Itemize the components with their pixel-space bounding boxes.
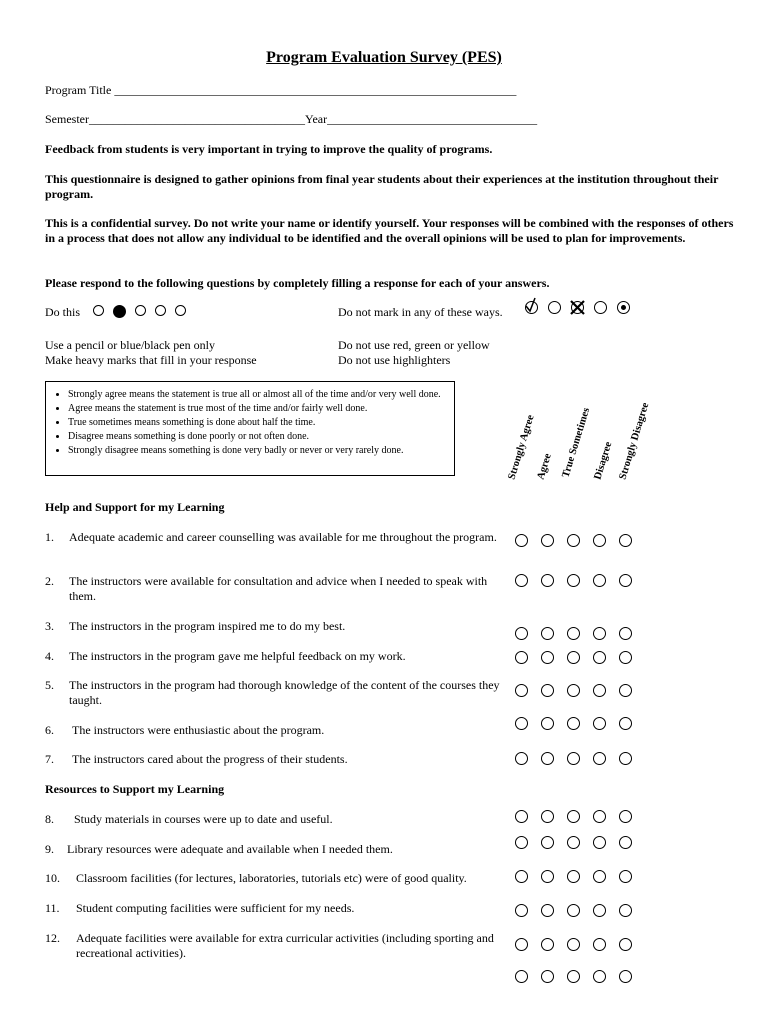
response-strongly-agree[interactable] — [515, 810, 528, 823]
question-number: 9. — [45, 842, 54, 856]
response-bubbles — [515, 870, 632, 883]
question-row — [45, 842, 500, 857]
response-strongly-agree[interactable] — [515, 717, 528, 730]
legend-item: • Strongly agree means the statement is true all or almost all of the time and/or very well done. — [68, 388, 448, 402]
response-disagree[interactable] — [593, 904, 606, 917]
response-strongly-agree[interactable] — [515, 904, 528, 917]
legend-item: • Disagree means something is done poorly or not often done. — [68, 430, 448, 444]
response-strongly-disagree[interactable] — [619, 836, 632, 849]
response-disagree[interactable] — [593, 627, 606, 640]
intro-paragraph-1: Feedback from students is very important in trying to improve the quality of programs. — [45, 142, 493, 156]
response-strongly-agree[interactable] — [515, 970, 528, 983]
response-disagree[interactable] — [593, 534, 606, 547]
response-strongly-agree[interactable] — [515, 938, 528, 951]
scale-legend — [45, 381, 455, 476]
correct-mark-example — [93, 305, 186, 318]
response-agree[interactable] — [541, 752, 554, 765]
intro-paragraph-2: This questionnaire is designed to gather opinions from final year students about their experiences at the institution throughout their program. — [45, 172, 719, 201]
example-empty-circle — [155, 305, 166, 316]
scale-header-true-sometimes: True Sometimes — [560, 406, 593, 479]
legend-item: • True sometimes means something is done about half the time. — [68, 416, 448, 430]
response-bubbles — [515, 810, 632, 823]
question-row — [45, 530, 500, 545]
response-bubbles — [515, 651, 632, 664]
scale-header-strongly-disagree: Strongly Disagree — [617, 401, 652, 481]
do-not-mark-label: Do not mark in any of these ways. — [338, 305, 503, 319]
response-agree[interactable] — [541, 870, 554, 883]
response-disagree[interactable] — [593, 752, 606, 765]
question-text: The instructors in the program gave me helpful feedback on my work. — [69, 649, 406, 663]
semester-year-field[interactable]: Semester____________________________________Year___________________________________ — [45, 112, 538, 126]
response-strongly-disagree[interactable] — [619, 904, 632, 917]
response-bubbles — [515, 970, 632, 983]
question-text: Adequate facilities were available for extra curricular activities (including sporting and recreational activities). — [76, 931, 494, 960]
response-disagree[interactable] — [593, 970, 606, 983]
scale-header-strongly-agree: Strongly Agree — [506, 413, 537, 481]
question-row — [45, 752, 500, 767]
response-true-sometimes[interactable] — [567, 684, 580, 697]
response-strongly-disagree[interactable] — [619, 534, 632, 547]
instruction-line: Use a pencil or blue/black pen only — [45, 338, 215, 352]
question-text: Study materials in courses were up to date and useful. — [74, 812, 333, 826]
question-number: 8. — [45, 812, 54, 826]
response-agree[interactable] — [541, 627, 554, 640]
response-true-sometimes[interactable] — [567, 752, 580, 765]
question-text: The instructors were available for consultation and advice when I needed to speak with them. — [69, 574, 488, 603]
question-number: 1. — [45, 530, 54, 544]
response-strongly-disagree[interactable] — [619, 651, 632, 664]
response-agree[interactable] — [541, 970, 554, 983]
response-true-sometimes[interactable] — [567, 904, 580, 917]
response-true-sometimes[interactable] — [567, 627, 580, 640]
response-strongly-agree[interactable] — [515, 534, 528, 547]
response-strongly-disagree[interactable] — [619, 574, 632, 587]
section-heading: Help and Support for my Learning — [45, 500, 225, 514]
response-disagree[interactable] — [593, 651, 606, 664]
response-strongly-disagree[interactable] — [619, 970, 632, 983]
question-number: 10. — [45, 871, 60, 885]
question-text: The instructors in the program inspired me to do my best. — [69, 619, 346, 633]
response-strongly-agree[interactable] — [515, 651, 528, 664]
question-row — [45, 901, 500, 916]
response-strongly-agree[interactable] — [515, 870, 528, 883]
response-agree[interactable] — [541, 684, 554, 697]
response-true-sometimes[interactable] — [567, 574, 580, 587]
do-this-label: Do this — [45, 305, 81, 319]
example-empty-circle — [175, 305, 186, 316]
question-number: 2. — [45, 574, 54, 588]
response-bubbles — [515, 627, 632, 640]
response-true-sometimes[interactable] — [567, 717, 580, 730]
question-row — [45, 723, 500, 738]
page-title: Program Evaluation Survey (PES) — [266, 49, 502, 66]
response-strongly-agree[interactable] — [515, 752, 528, 765]
pen-instructions — [45, 338, 257, 368]
instruction-line: Do not use red, green or yellow — [338, 338, 490, 352]
response-agree[interactable] — [541, 810, 554, 823]
response-disagree[interactable] — [593, 938, 606, 951]
response-agree[interactable] — [541, 904, 554, 917]
response-agree[interactable] — [541, 574, 554, 587]
color-instructions — [338, 338, 490, 368]
empty-circle-icon — [548, 301, 561, 314]
response-bubbles — [515, 534, 632, 547]
response-disagree[interactable] — [593, 870, 606, 883]
check-mark-circle-icon — [525, 301, 538, 314]
response-disagree[interactable] — [593, 574, 606, 587]
question-row — [45, 678, 500, 708]
question-number: 12. — [45, 931, 60, 945]
instruction-line: Make heavy marks that fill in your response — [45, 353, 257, 367]
response-strongly-disagree[interactable] — [619, 627, 632, 640]
response-true-sometimes[interactable] — [567, 534, 580, 547]
instruction-line: Do not use highlighters — [338, 353, 451, 367]
question-number: 11. — [45, 901, 60, 915]
response-agree[interactable] — [541, 717, 554, 730]
question-text: The instructors were enthusiastic about the program. — [72, 723, 325, 737]
question-number: 3. — [45, 619, 54, 633]
response-disagree[interactable] — [593, 717, 606, 730]
example-empty-circle — [135, 305, 146, 316]
response-agree[interactable] — [541, 938, 554, 951]
response-strongly-disagree[interactable] — [619, 810, 632, 823]
response-bubbles — [515, 752, 632, 765]
section-heading: Resources to Support my Learning — [45, 782, 225, 796]
response-disagree[interactable] — [593, 684, 606, 697]
question-row — [45, 812, 500, 827]
question-text: Classroom facilities (for lectures, laboratories, tutorials etc) were of good quality. — [76, 871, 467, 885]
question-row — [45, 871, 500, 886]
response-bubbles — [515, 836, 632, 849]
response-bubbles — [515, 904, 632, 917]
response-strongly-agree[interactable] — [515, 627, 528, 640]
question-number: 4. — [45, 649, 54, 663]
scale-header-agree: Agree — [535, 452, 554, 481]
response-true-sometimes[interactable] — [567, 836, 580, 849]
incorrect-mark-examples — [525, 301, 630, 314]
example-filled-circle — [113, 305, 126, 318]
question-number: 6. — [45, 723, 54, 737]
question-row — [45, 649, 500, 664]
response-bubbles — [515, 717, 632, 730]
legend-item: • Strongly disagree means something is done very badly or never or very rarely done. — [68, 444, 448, 458]
dot-circle-icon — [617, 301, 630, 314]
response-strongly-agree[interactable] — [515, 684, 528, 697]
question-row — [45, 574, 500, 604]
response-true-sometimes[interactable] — [567, 651, 580, 664]
question-text: The instructors in the program had thorough knowledge of the content of the courses they taught. — [69, 678, 500, 707]
question-text: Student computing facilities were sufficient for my needs. — [76, 901, 355, 915]
question-text: Library resources were adequate and available when I needed them. — [67, 842, 393, 856]
response-strongly-agree[interactable] — [515, 836, 528, 849]
response-bubbles — [515, 938, 632, 951]
response-agree[interactable] — [541, 534, 554, 547]
response-agree[interactable] — [541, 836, 554, 849]
question-text: The instructors cared about the progress of their students. — [72, 752, 348, 766]
response-strongly-disagree[interactable] — [619, 684, 632, 697]
response-bubbles — [515, 574, 632, 587]
response-disagree[interactable] — [593, 836, 606, 849]
response-bubbles — [515, 684, 632, 697]
response-true-sometimes[interactable] — [567, 870, 580, 883]
question-row — [45, 931, 500, 961]
example-empty-circle — [93, 305, 104, 316]
program-title-field[interactable]: Program Title ___________________________________________________________________ — [45, 83, 517, 97]
response-agree[interactable] — [541, 651, 554, 664]
response-strongly-disagree[interactable] — [619, 717, 632, 730]
question-row — [45, 619, 500, 634]
question-text: Adequate academic and career counselling was available for me throughout the program. — [69, 530, 497, 544]
response-true-sometimes[interactable] — [567, 970, 580, 983]
question-number: 5. — [45, 678, 54, 692]
response-disagree[interactable] — [593, 810, 606, 823]
x-mark-circle-icon — [571, 301, 584, 314]
response-true-sometimes[interactable] — [567, 938, 580, 951]
response-strongly-disagree[interactable] — [619, 752, 632, 765]
empty-circle-icon — [594, 301, 607, 314]
question-number: 7. — [45, 752, 54, 766]
intro-paragraph-3: This is a confidential survey. Do not write your name or identify yourself. Your responses will be combined with the responses of others in a process that does not allow any individual to be identified and the overall opinions will be used to plan for improvements. — [45, 216, 734, 245]
scale-header-disagree: Disagree — [592, 440, 615, 481]
intro-paragraph-4: Please respond to the following questions by completely filling a response for each of your answers. — [45, 276, 550, 290]
response-true-sometimes[interactable] — [567, 810, 580, 823]
response-strongly-disagree[interactable] — [619, 938, 632, 951]
response-strongly-disagree[interactable] — [619, 870, 632, 883]
response-strongly-agree[interactable] — [515, 574, 528, 587]
legend-item: • Agree means the statement is true most of the time and/or fairly well done. — [68, 402, 448, 416]
